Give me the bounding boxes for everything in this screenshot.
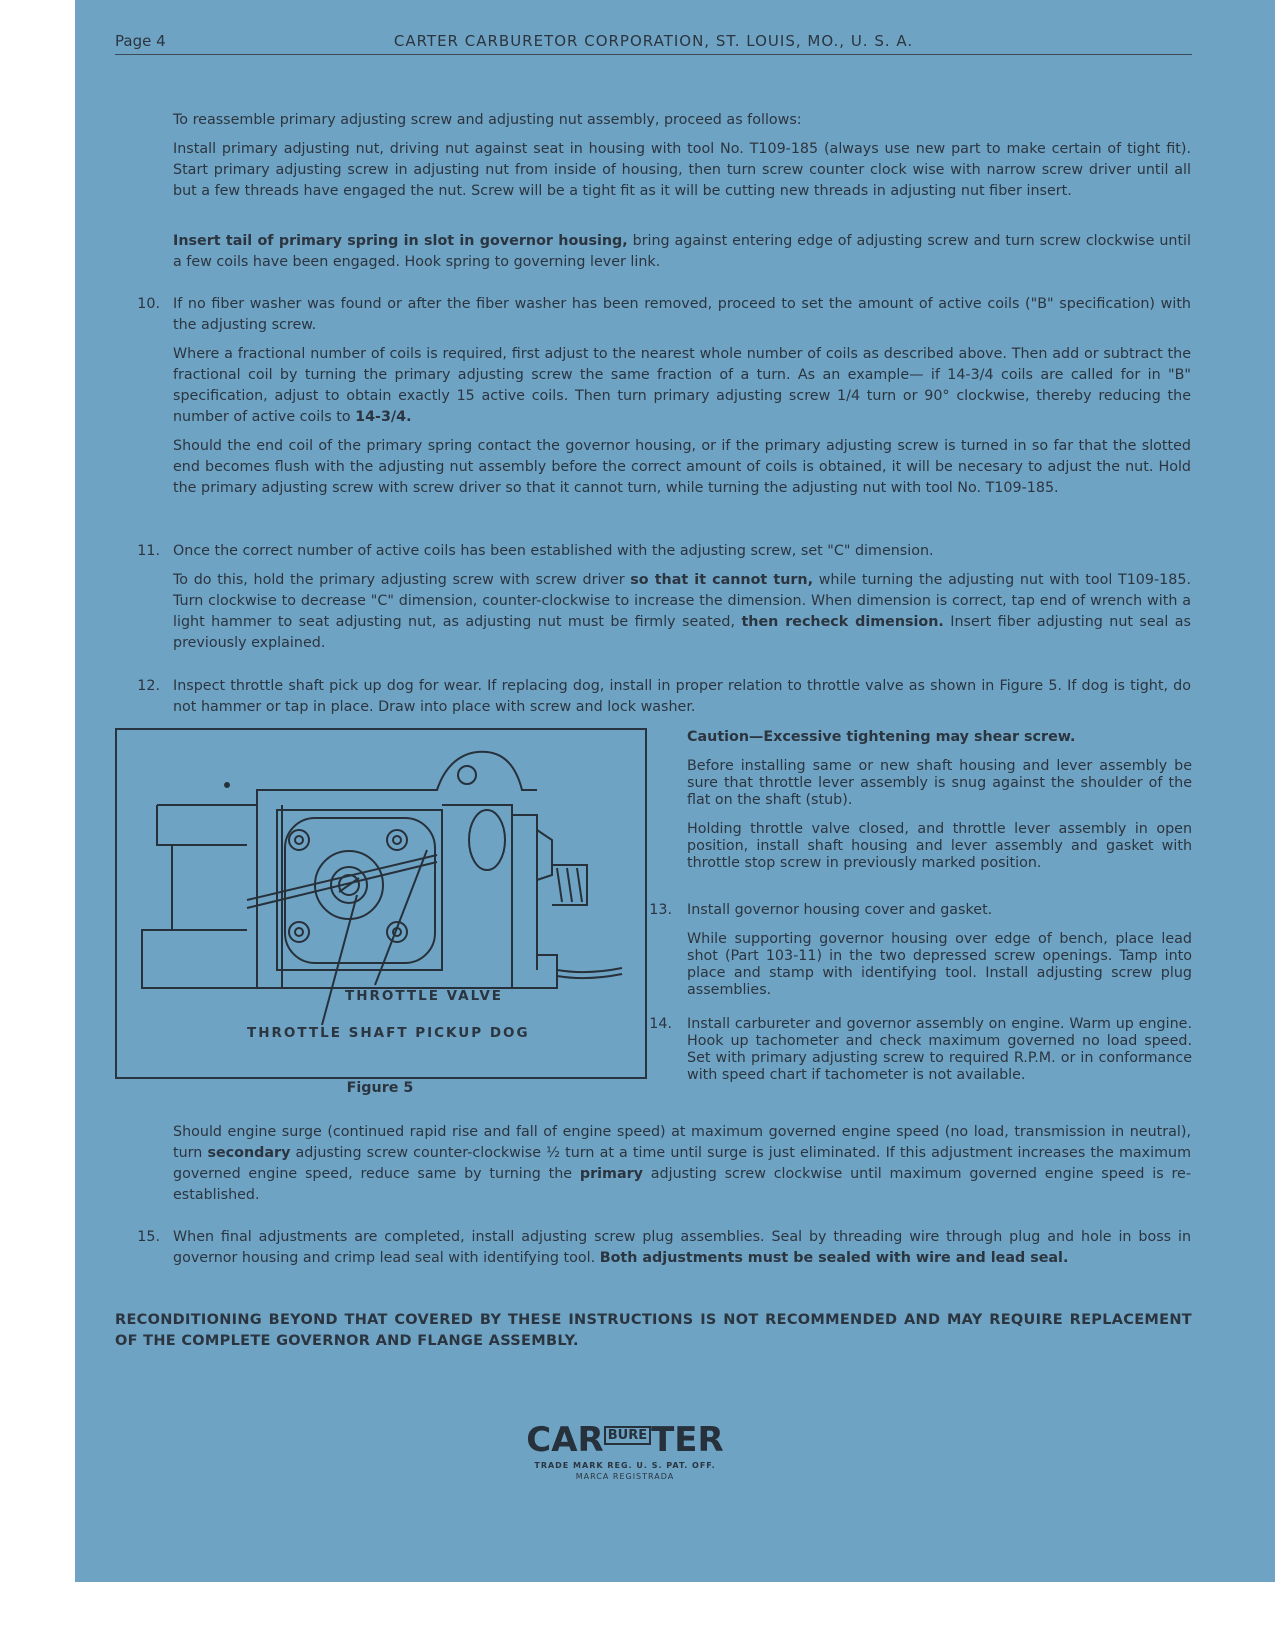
step15-paragraph: [173, 1227, 1191, 1269]
throttle-valve-label: THROTTLE VALVE: [345, 988, 504, 1004]
step12-paragraph-2: Before installing same or new shaft housing and lever assembly be sure that throttle lever assembly is snug against the shoulder of the flat on the shaft (stub).: [687, 758, 1192, 808]
surge-text: adjusting screw counter-clockwise ½ turn at a time until surge is just eliminated. If this adjustment increases the maximum governed engine speed, reduce same by turning the: [173, 1145, 1191, 1182]
step11-bold: then recheck dimension.: [741, 614, 944, 630]
logo-left: CAR: [526, 1420, 604, 1460]
surge-paragraph: [173, 1122, 1191, 1206]
step14-paragraph-1: Install carbureter and governor assembly on engine. Warm up engine. Hook up tachometer and check maximum governed no load speed. Set with primary adjusting screw to required R.P.M. or in conformance with speed chart if tachometer is not available.: [687, 1016, 1192, 1083]
step11-text: To do this, hold the primary adjusting screw with screw driver: [173, 572, 631, 588]
step11-paragraph-1: Once the correct number of active coils has been established with the adjusting screw, set "C" dimension.: [173, 543, 934, 559]
step11-text: Insert fiber adjusting nut seal as previously explained.: [173, 614, 1191, 651]
marca-line: MARCA REGISTRADA: [575, 1472, 675, 1481]
step11-paragraph-2: [173, 570, 1191, 654]
step10-paragraph-1: If no fiber washer was found or after the fiber washer has been removed, proceed to set the amount of active coils ("B" specification) with the adjusting screw.: [173, 296, 1191, 333]
step-number: 11.: [137, 543, 160, 559]
step10-paragraph-2: [173, 344, 1191, 428]
step13-paragraph-2: While supporting governor housing over edge of bench, place lead shot (Part 103-11) in the two depressed screw openings. Tamp into place and stamp with identifying tool. Install adjusting screw plug assemblies.: [687, 931, 1192, 998]
figure-5-illustration: [115, 728, 647, 1079]
step-number: 12.: [137, 678, 160, 694]
page-header: [115, 28, 1192, 55]
step-number: 14.: [649, 1016, 672, 1032]
surge-bold: secondary: [207, 1145, 291, 1161]
step10-text: Where a fractional number of coils is required, first adjust to the nearest whole number of coils as described above. Then add or subtract the fractional coil by turning the primary adjusting screw the same fraction of a turn. As an example— if 14-3/4 coils are called for in "B" specification, adjust to obtain exactly 15 active coils. Then turn primary adjusting screw 1/4 turn or 90° clockwise, thereby reducing the number of active coils to: [173, 346, 1191, 425]
surge-text: adjusting screw clockwise until maximum governed engine speed is re-established.: [173, 1166, 1191, 1203]
intro-paragraph-1: To reassemble primary adjusting screw and adjusting nut assembly, proceed as follows:: [173, 112, 802, 128]
step12-paragraph-1: Inspect throttle shaft pick up dog for wear. If replacing dog, install in proper relation to throttle valve as shown in Figure 5. If dog is tight, do not hammer or tap in place. Draw into place with screw and lock washer.: [173, 678, 1191, 715]
step11-bold: so that it cannot turn,: [630, 572, 814, 588]
pickup-dog-label: THROTTLE SHAFT PICKUP DOG: [247, 1025, 530, 1041]
document-page: [75, 0, 1275, 1582]
step10-paragraph-3: Should the end coil of the primary spring contact the governor housing, or if the primary adjusting screw is turned in so far that the slotted end becomes flush with the adjusting nut assembly before the correct amount of coils is obtained, it will be necesary to adjust the nut. Hold the primary adjusting screw with screw driver so that it cannot turn, while turning the adjusting nut with tool No. T109-185.: [173, 438, 1191, 496]
step-number: 10.: [137, 296, 160, 312]
step15-bold: Both adjustments must be sealed with wire and lead seal.: [599, 1250, 1069, 1266]
closing-warning: RECONDITIONING BEYOND THAT COVERED BY THESE INSTRUCTIONS IS NOT RECOMMENDED AND MAY REQUIRE REPLACEMENT OF THE COMPLETE GOVERNOR AND FLANGE ASSEMBLY.: [115, 1312, 1192, 1349]
step13-paragraph-1: Install governor housing cover and gasket.: [687, 902, 993, 918]
logo-box: BURE: [604, 1426, 651, 1445]
step-number: 15.: [137, 1229, 160, 1245]
step10-bold: 14-3/4.: [355, 409, 412, 425]
page-number: Page 4: [115, 32, 166, 50]
surge-bold: primary: [579, 1166, 643, 1182]
step11-text: while turning the adjusting nut with tool T109-185. Turn clockwise to decrease "C" dimension, counter-clockwise to increase the dimension. When dimension is correct, tap end of wrench with a light hammer to seat adjusting nut, as adjusting nut must be firmly seated,: [173, 572, 1191, 630]
surge-text: Should engine surge (continued rapid rise and fall of engine speed) at maximum governed engine speed (no load, transmission in neutral), turn: [173, 1124, 1191, 1161]
logo-right: TER: [651, 1420, 724, 1460]
step12-paragraph-3: Holding throttle valve closed, and throttle lever assembly in open position, install shaft housing and lever assembly and gasket with throttle stop screw in previously marked position.: [687, 821, 1192, 871]
step15-text: When final adjustments are completed, install adjusting screw plug assemblies. Seal by threading wire through plug and hole in boss in governor housing and crimp lead seal with identifying tool.: [173, 1229, 1191, 1266]
carter-logo: [495, 1420, 755, 1482]
logo-wordmark: [495, 1420, 755, 1460]
trademark-line: TRADE MARK REG. U. S. PAT. OFF.: [534, 1461, 716, 1470]
step-number: 13.: [649, 902, 672, 918]
carburetor-diagram: [117, 730, 641, 1073]
figure-caption: Figure 5: [346, 1080, 414, 1096]
intro-rest: bring against entering edge of adjusting screw and turn screw clockwise until a few coils have been engaged. Hook spring to governing lever link.: [173, 233, 1191, 270]
intro-bold: Insert tail of primary spring in slot in governor housing,: [173, 233, 628, 249]
caution-note: Caution—Excessive tightening may shear screw.: [687, 729, 1076, 745]
intro-paragraph-2: Install primary adjusting nut, driving nut against seat in housing with tool No. T109-185 (always use new part to make certain of tight fit). Start primary adjusting screw in adjusting nut from inside of housing, then turn screw counter clock wise with narrow screw driver until all but a few threads have engaged the nut. Screw will be a tight fit as it will be cutting new threads in adjusting nut fiber insert.: [173, 141, 1191, 199]
intro-paragraph-3: [173, 231, 1191, 273]
company-title: CARTER CARBURETOR CORPORATION, ST. LOUIS, MO., U. S. A.: [393, 32, 914, 50]
